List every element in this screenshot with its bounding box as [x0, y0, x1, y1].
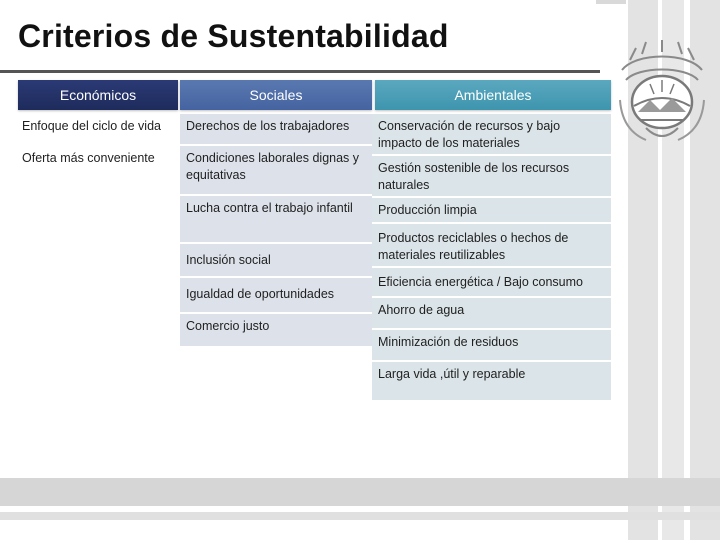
economicos-item-ciclo-vida: Enfoque del ciclo de vida: [22, 119, 161, 133]
header-sociales: Sociales: [180, 80, 372, 110]
sociales-item-igualdad: Igualdad de oportunidades: [180, 278, 372, 314]
ambientales-item-produccion-limpia: Producción limpia: [372, 198, 611, 224]
header-economicos: Económicos: [18, 80, 178, 110]
ambientales-item-ahorro-agua: Ahorro de agua: [372, 298, 611, 330]
sociales-item-inclusion: Inclusión social: [180, 244, 372, 278]
sociales-item-trabajo-infantil: Lucha contra el trabajo infantil: [180, 196, 372, 244]
ambientales-item-gestion: Gestión sostenible de los recursos naturales: [372, 156, 611, 198]
bottom-band: [0, 478, 720, 506]
sociales-item-condiciones: Condiciones laborales dignas y equitativas: [180, 146, 372, 196]
top-stripe: [596, 0, 626, 4]
provincial-coat-of-arms-icon: [616, 40, 708, 150]
bottom-band-thin: [0, 512, 720, 520]
ambientales-item-larga-vida: Larga vida ,útil y reparable: [372, 362, 611, 402]
ambientales-item-eficiencia: Eficiencia energética / Bajo consumo: [372, 268, 611, 298]
economicos-item-oferta: Oferta más conveniente: [22, 151, 155, 165]
ambientales-item-productos-reciclables: Productos reciclables o hechos de materiales reutilizables: [372, 224, 611, 268]
sociales-item-comercio-justo: Comercio justo: [180, 314, 372, 348]
ambientales-item-residuos: Minimización de residuos: [372, 330, 611, 362]
title-underline: [0, 70, 600, 73]
sociales-item-derechos: Derechos de los trabajadores: [180, 114, 372, 146]
ambientales-item-conservacion: Conservación de recursos y bajo impacto de los materiales: [372, 114, 611, 156]
header-ambientales: Ambientales: [375, 80, 611, 110]
page-title: Criterios de Sustentabilidad: [18, 18, 449, 54]
